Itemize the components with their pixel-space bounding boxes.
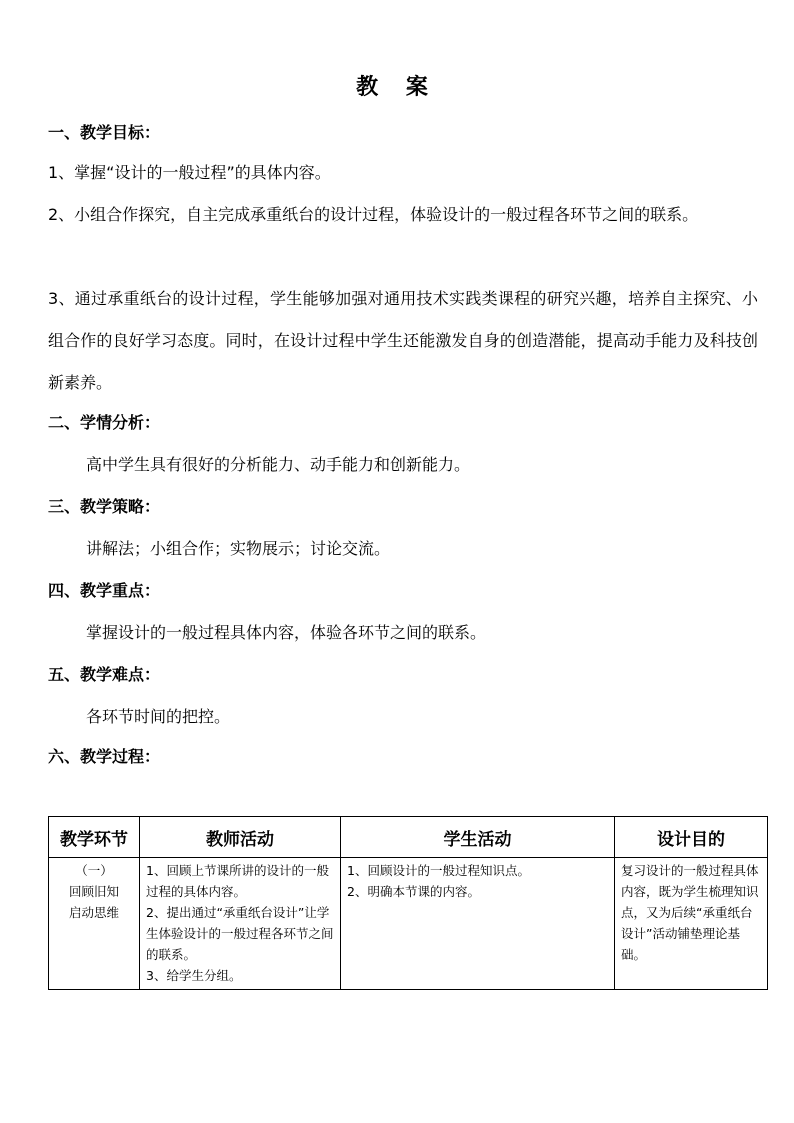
design-purpose-cell: 复习设计的一般过程具体内容，既为学生梳理知识点，又为后续“承重纸台设计”活动铺垫理论基础。 [615, 858, 768, 990]
column-header-student-activity: 学生活动 [341, 817, 615, 858]
strategy-text: 讲解法；小组合作；实物展示；讨论交流。 [86, 539, 391, 558]
difficulty-text: 各环节时间的把控。 [86, 707, 231, 726]
section-heading-difficulty: 五、教学难点： [48, 665, 161, 684]
stage-name-line-2: 启动思维 [68, 905, 119, 920]
column-header-teacher-activity: 教师活动 [140, 817, 341, 858]
section-heading-analysis: 二、学情分析： [48, 413, 161, 432]
stage-number: （一） [75, 863, 113, 878]
section-heading-process: 六、教学过程： [48, 747, 161, 766]
lesson-process-table [48, 816, 768, 990]
stage-cell [49, 858, 140, 990]
teacher-activity-item: 2、提出通过“承重纸台设计”让学生体验设计的一般过程各环节之间的联系。 [146, 905, 334, 962]
section-heading-key-points: 四、教学重点： [48, 581, 161, 600]
student-activity-item: 1、回顾设计的一般过程知识点。 [347, 863, 530, 878]
table-row [49, 858, 768, 990]
analysis-text: 高中学生具有很好的分析能力、动手能力和创新能力。 [86, 455, 471, 474]
teacher-activity-item: 3、给学生分组。 [146, 968, 242, 983]
student-activity-cell [341, 858, 615, 990]
document-title: 教 案 [356, 75, 438, 100]
objective-item-3: 3、通过承重纸台的设计过程，学生能够加强对通用技术实践类课程的研究兴趣，培养自主探究、小组合作的良好学习态度。同时，在设计过程中学生还能激发自身的创造潜能，提高动手能力及科技创新素养。 [48, 289, 758, 392]
teacher-activity-cell [140, 858, 341, 990]
key-points-text: 掌握设计的一般过程具体内容，体验各环节之间的联系。 [86, 623, 487, 642]
stage-name-line-1: 回顾旧知 [68, 884, 119, 899]
column-header-stage: 教学环节 [49, 817, 140, 858]
column-header-design-purpose: 设计目的 [615, 817, 768, 858]
section-heading-strategy: 三、教学策略： [48, 497, 161, 516]
section-heading-objectives: 一、教学目标： [48, 123, 161, 142]
objective-item-2: 2、小组合作探究，自主完成承重纸台的设计过程，体验设计的一般过程各环节之间的联系。 [48, 205, 699, 224]
student-activity-item: 2、明确本节课的内容。 [347, 884, 480, 899]
objective-item-1: 1、掌握“设计的一般过程”的具体内容。 [48, 163, 331, 182]
table-header-row [49, 817, 768, 858]
teacher-activity-item: 1、回顾上节课所讲的设计的一般过程的具体内容。 [146, 863, 329, 899]
